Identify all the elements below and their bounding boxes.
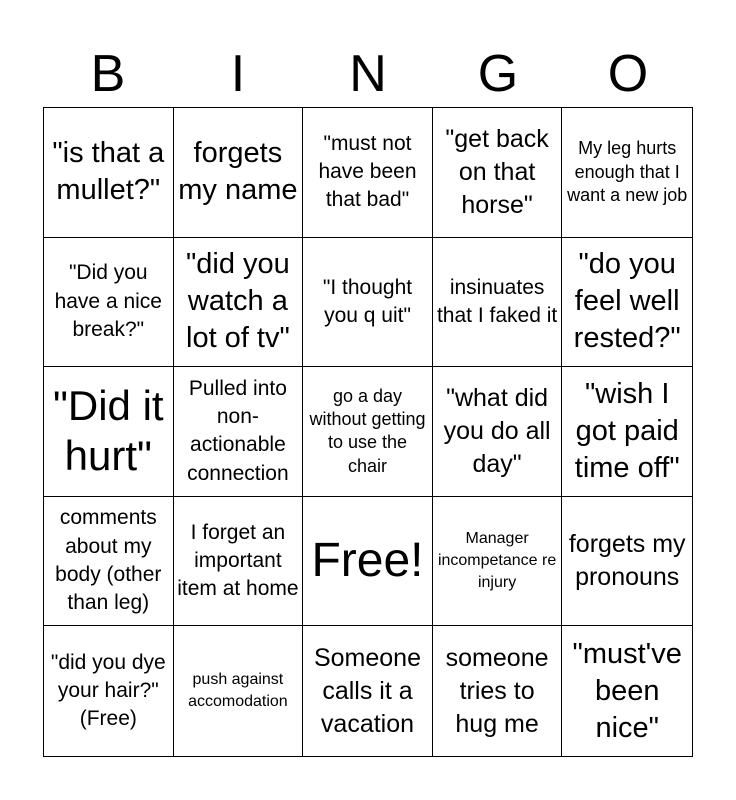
bingo-cell[interactable]: push against accomodation (174, 626, 304, 756)
bingo-cell[interactable]: forgets my pronouns (562, 497, 692, 627)
bingo-cell[interactable]: "is that a mullet?" (44, 108, 174, 238)
bingo-cell[interactable]: insinuates that I faked it (433, 238, 563, 368)
bingo-cell[interactable]: "Did you have a nice break?" (44, 238, 174, 368)
bingo-grid (43, 107, 693, 757)
bingo-cell[interactable]: comments about my body (other than leg) (44, 497, 174, 627)
bingo-cell[interactable]: go a day without getting to use the chair (303, 367, 433, 497)
free-space-cell[interactable]: Free! (303, 497, 433, 627)
bingo-cell[interactable]: "Did it hurt" (44, 367, 174, 497)
bingo-cell[interactable]: "wish I got paid time off" (562, 367, 692, 497)
header-letter-g: G (477, 45, 519, 103)
header-letter-i: I (230, 45, 246, 103)
bingo-cell[interactable]: My leg hurts enough that I want a new job (562, 108, 692, 238)
bingo-cell[interactable]: I forget an important item at home (174, 497, 304, 627)
bingo-header (43, 40, 693, 108)
bingo-cell[interactable]: "do you feel well rested?" (562, 238, 692, 368)
bingo-cell[interactable]: "did you dye your hair?" (Free) (44, 626, 174, 756)
bingo-cell[interactable]: someone tries to hug me (433, 626, 563, 756)
header-letter-n: N (349, 45, 387, 103)
bingo-cell[interactable]: forgets my name (174, 108, 304, 238)
bingo-cell[interactable]: "did you watch a lot of tv" (174, 238, 304, 368)
bingo-cell[interactable]: "must've been nice" (572, 637, 682, 744)
bingo-cell[interactable]: "what did you do all day" (433, 367, 563, 497)
bingo-cell[interactable]: Pulled into non-actionable connection (174, 367, 304, 497)
bingo-cell[interactable]: "must not have been that bad" (303, 108, 433, 238)
header-letter-b: B (90, 45, 126, 103)
bingo-cell[interactable]: "get back on that horse" (433, 108, 563, 238)
bingo-cell[interactable]: "I thought you q uit" (303, 238, 433, 368)
header-letter-o: O (607, 45, 649, 103)
bingo-cell[interactable]: Manager incompetance re injury (433, 497, 563, 627)
bingo-cell[interactable]: Someone calls it a vacation (303, 626, 433, 756)
